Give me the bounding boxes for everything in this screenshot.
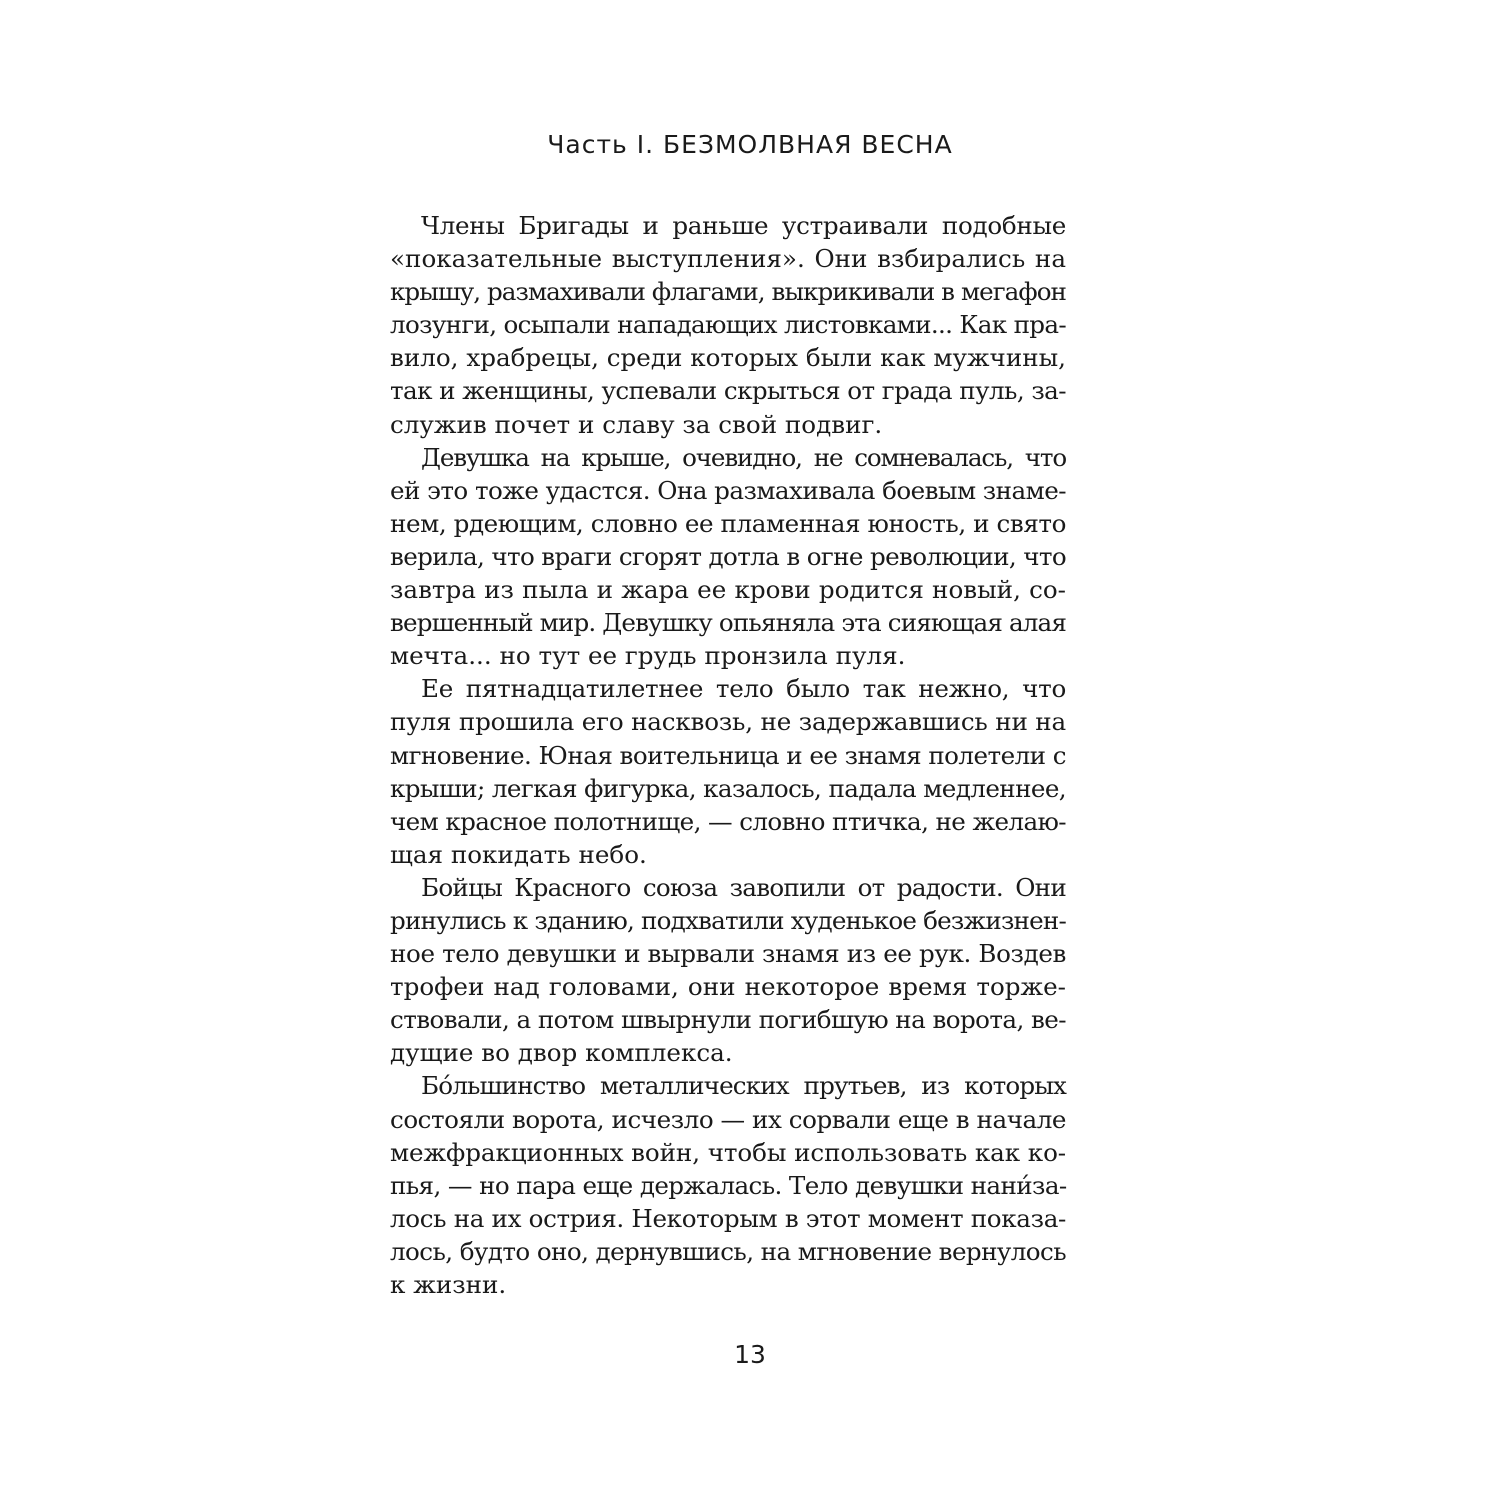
text-line: пуля прошила его насквозь, не задержавшись ни на (390, 707, 1066, 737)
text-line: пья, — но пара еще держалась. Тело девушки нани́за- (390, 1170, 1067, 1200)
text-line: Девушка на крыше, очевидно, не сомневалась, что (421, 442, 1066, 472)
page-number: 13 (734, 1340, 766, 1369)
text-line: «показательные выступления». Они взбирались на (390, 244, 1066, 274)
text-line: лось, будто оно, дернувшись, на мгновение вернулось (390, 1236, 1066, 1266)
text-line: Бóльшинство металлических прутьев, из которых (421, 1071, 1066, 1101)
text-line: мечта... но тут ее грудь пронзила пуля. (390, 641, 906, 671)
paragraph (390, 1069, 1066, 1301)
text-line: крышу, размахивали флагами, выкрикивали в мегафон (390, 277, 1066, 307)
text-line: ринулись к зданию, подхватили худенькое безжизнен- (390, 905, 1067, 935)
text-line: щая покидать небо. (390, 839, 647, 869)
text-line: Ее пятнадцатилетнее тело было так нежно, что (421, 674, 1066, 704)
text-line: ей это тоже удастся. Она размахивала боевым знаме- (390, 475, 1066, 505)
text-line: мгновение. Юная воительница и ее знамя полетели с (390, 740, 1066, 770)
text-line: чем красное полотнище, — словно птичка, не желаю- (390, 806, 1067, 836)
text-line: Бойцы Красного союза завопили от радости. Они (421, 872, 1066, 902)
text-line: состояли ворота, исчезло — их сорвали еще в начале (390, 1104, 1066, 1134)
paragraph (390, 672, 1066, 871)
text-line: ствовали, а потом швырнули погибшую на ворота, ве- (390, 1005, 1066, 1035)
text-line: вило, храбрецы, среди которых были как мужчины, (390, 343, 1066, 373)
text-line: крыши; легкая фигурка, казалось, падала медленнее, (390, 773, 1067, 803)
text-line: лозунги, осыпали нападающих листовками... Как пра- (390, 310, 1066, 340)
paragraph (390, 441, 1066, 673)
text-line: дущие во двор комплекса. (390, 1038, 733, 1068)
text-line: нем, рдеющим, словно ее пламенная юность, и свято (390, 508, 1067, 538)
text-line: межфракционных войн, чтобы использовать как ко- (390, 1137, 1067, 1167)
paragraph (390, 209, 1066, 441)
paragraph (390, 871, 1066, 1070)
text-line: завтра из пыла и жара ее крови родится новый, со- (390, 575, 1066, 605)
body-text (390, 209, 1066, 1301)
text-line: вершенный мир. Девушку опьяняла эта сияющая алая (390, 608, 1067, 638)
text-line: так и женщины, успевали скрыться от града пуль, за- (390, 376, 1067, 406)
text-line: ное тело девушки и вырвали знамя из ее рук. Воздев (390, 939, 1066, 969)
text-line: трофеи над головами, они некоторое время торже- (390, 972, 1066, 1002)
text-line: лось на их острия. Некоторым в этот момент показа- (390, 1203, 1066, 1233)
text-line: к жизни. (390, 1270, 507, 1299)
running-head: Часть I. БЕЗМОЛВНАЯ ВЕСНА (547, 130, 953, 159)
text-line: служив почет и славу за свой подвиг. (390, 409, 883, 439)
text-line: верила, что враги сгорят дотла в огне революции, что (390, 541, 1066, 571)
text-line: Члены Бригады и раньше устраивали подобные (421, 211, 1066, 240)
